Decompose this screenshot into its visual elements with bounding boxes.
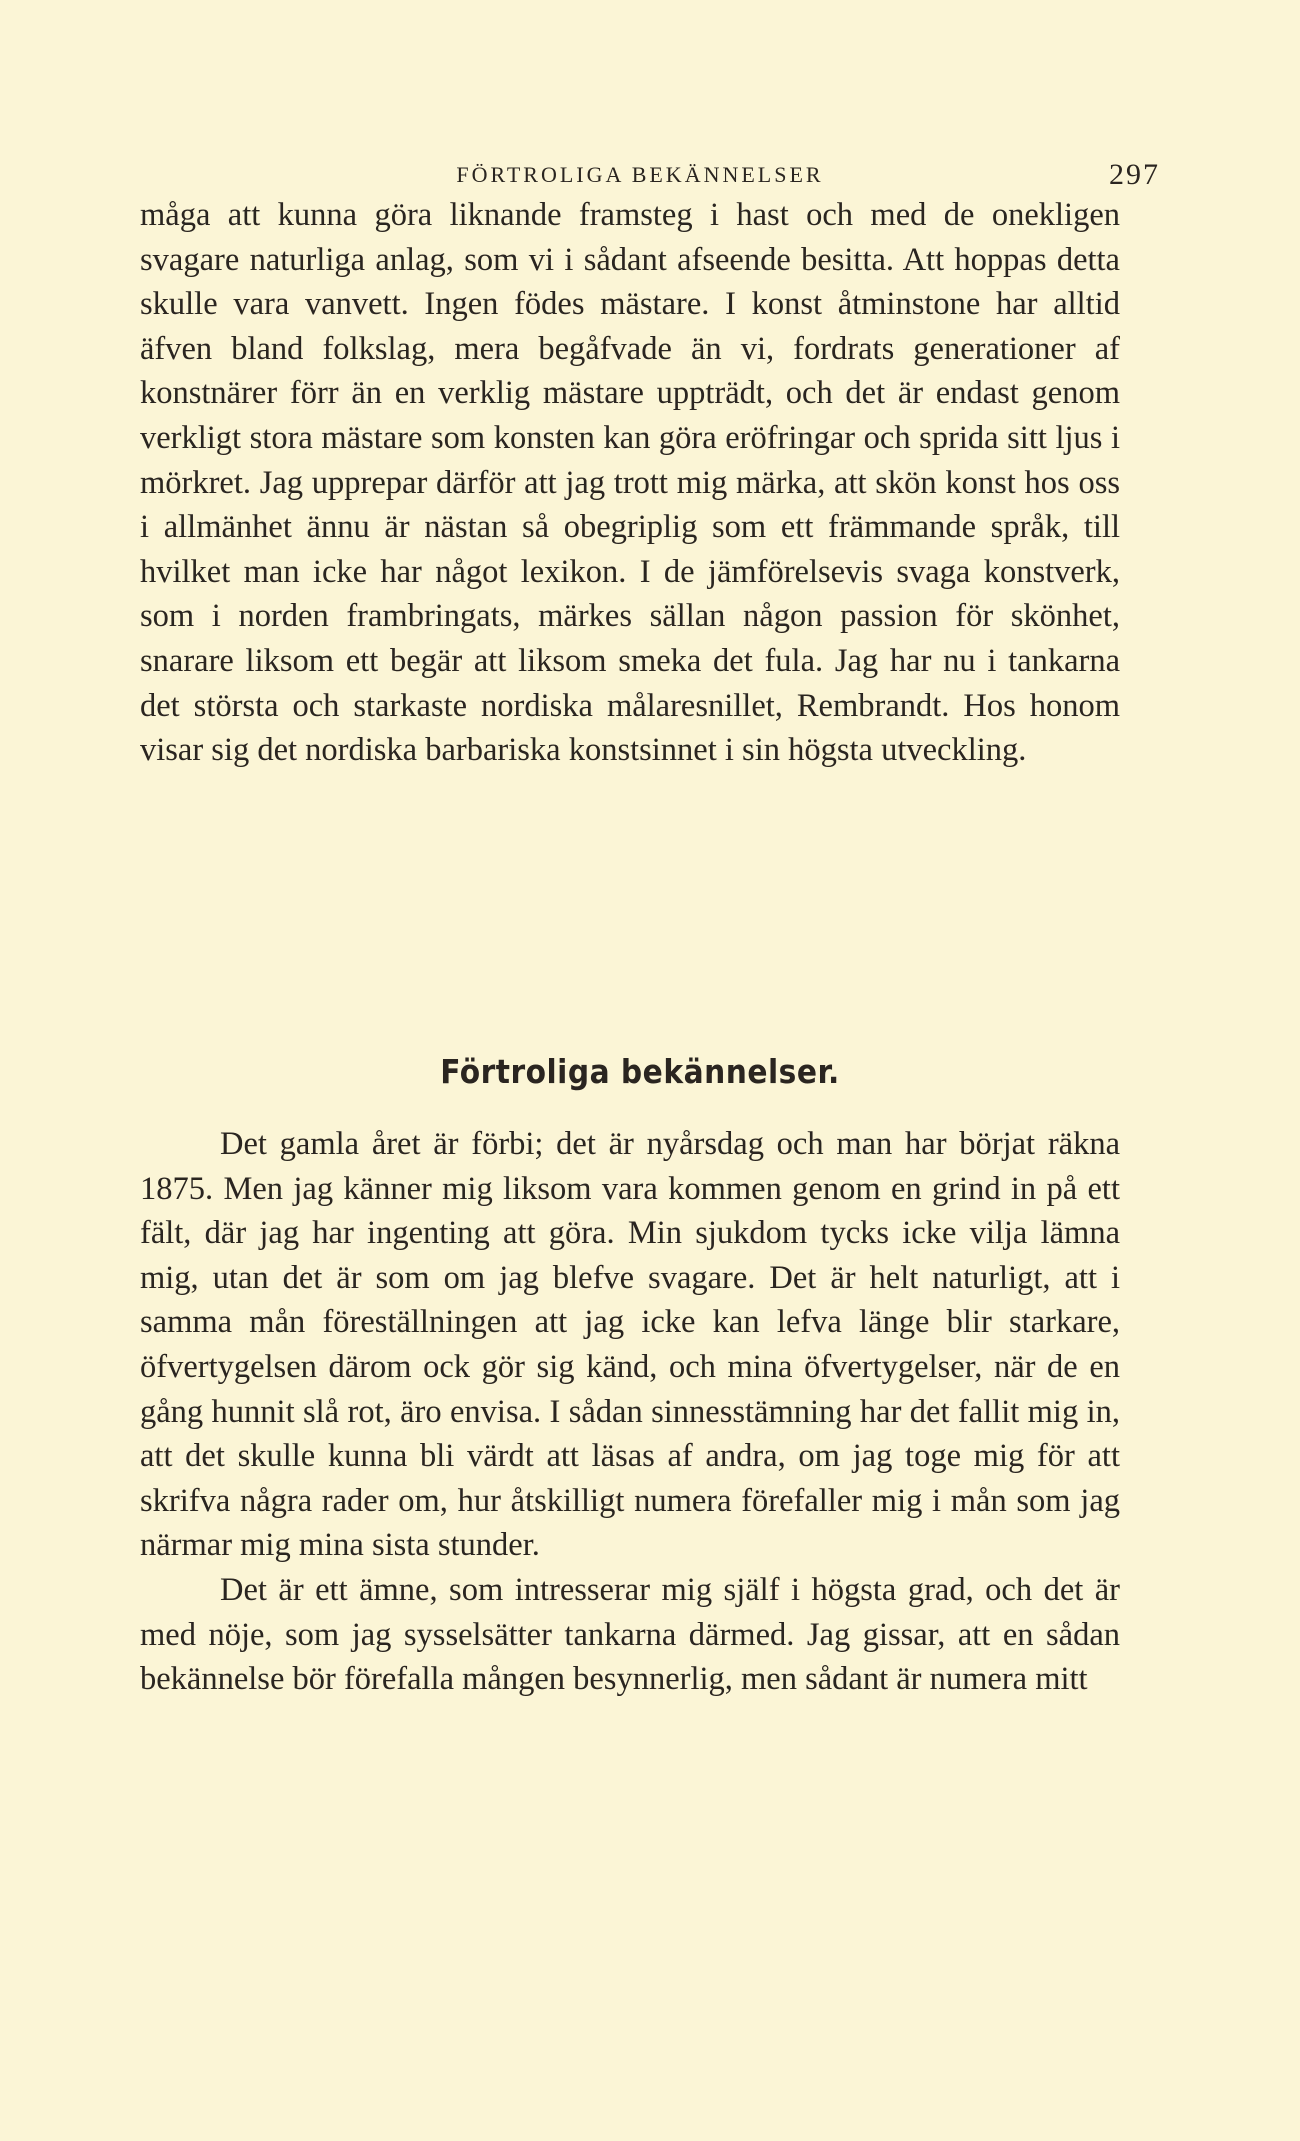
section-2-text (140, 1122, 1120, 1702)
paragraph: måga att kunna göra liknande framsteg i hast och med de onekligen svagare naturliga anlag, som vi i sådant afseende besitta. Att hoppas detta skulle vara vanvett. Ingen födes mästare. I konst åtminstone har alltid äfven bland folkslag, mera begåfvade än vi, fordrats generationer af konstnärer förr än en verklig mästare uppträdt, och det är endast genom verkligt stora mästare som konsten kan göra eröfringar och sprida sitt ljus i mörkret. Jag upprepar därför att jag trott mig märka, att skön konst hos oss i allmänhet ännu är nästan så obegriplig som ett främmande språk, till hvilket man icke har något lexikon. I de jämförelsevis svaga konstverk, som i norden frambringats, märkes sällan någon passion för skönhet, snarare liksom ett begär att liksom smeka det fula. Jag har nu i tankarna det största och starkaste nordiska målaresnillet, Rembrandt. Hos honom visar sig det nordiska barbariska konstsinnet i sin högsta utveckling. (140, 197, 1120, 769)
page-number: 297 (1109, 158, 1160, 191)
paragraph: Det är ett ämne, som intresserar mig själf i högsta grad, och det är med nöje, som jag sysselsätter tankarna därmed. Jag gissar, att en sådan bekännelse bör förefalla mången besynnerlig, men sådant är numera mitt (140, 1571, 1120, 1698)
running-head (140, 158, 1160, 198)
paragraph: Det gamla året är förbi; det är nyårsdag och man har börjat räkna 1875. Men jag känner mig liksom vara kommen genom en grind in på ett fält, där jag har ingenting att göra. Min sjukdom tycks icke vilja lämna mig, utan det är som om jag blefve svagare. Det är helt naturligt, att i samma mån föreställningen att jag icke kan lefva länge blir starkare, öfvertygelsen därom ock gör sig känd, och mina öfvertygelser, när de en gång hunnit slå rot, äro envisa. I sådan sinnesstämning har det fallit mig in, att det skulle kunna bli värdt att läsas af andra, om jag toge mig för att skrifva några rader om, hur åtskilligt numera förefaller mig i mån som jag närmar mig mina sista stunder. (140, 1126, 1120, 1564)
section-1-text (140, 193, 1120, 773)
running-title: FÖRTROLIGA BEKÄNNELSER (456, 162, 824, 187)
section-heading: Förtroliga bekännelser. (440, 1052, 840, 1091)
